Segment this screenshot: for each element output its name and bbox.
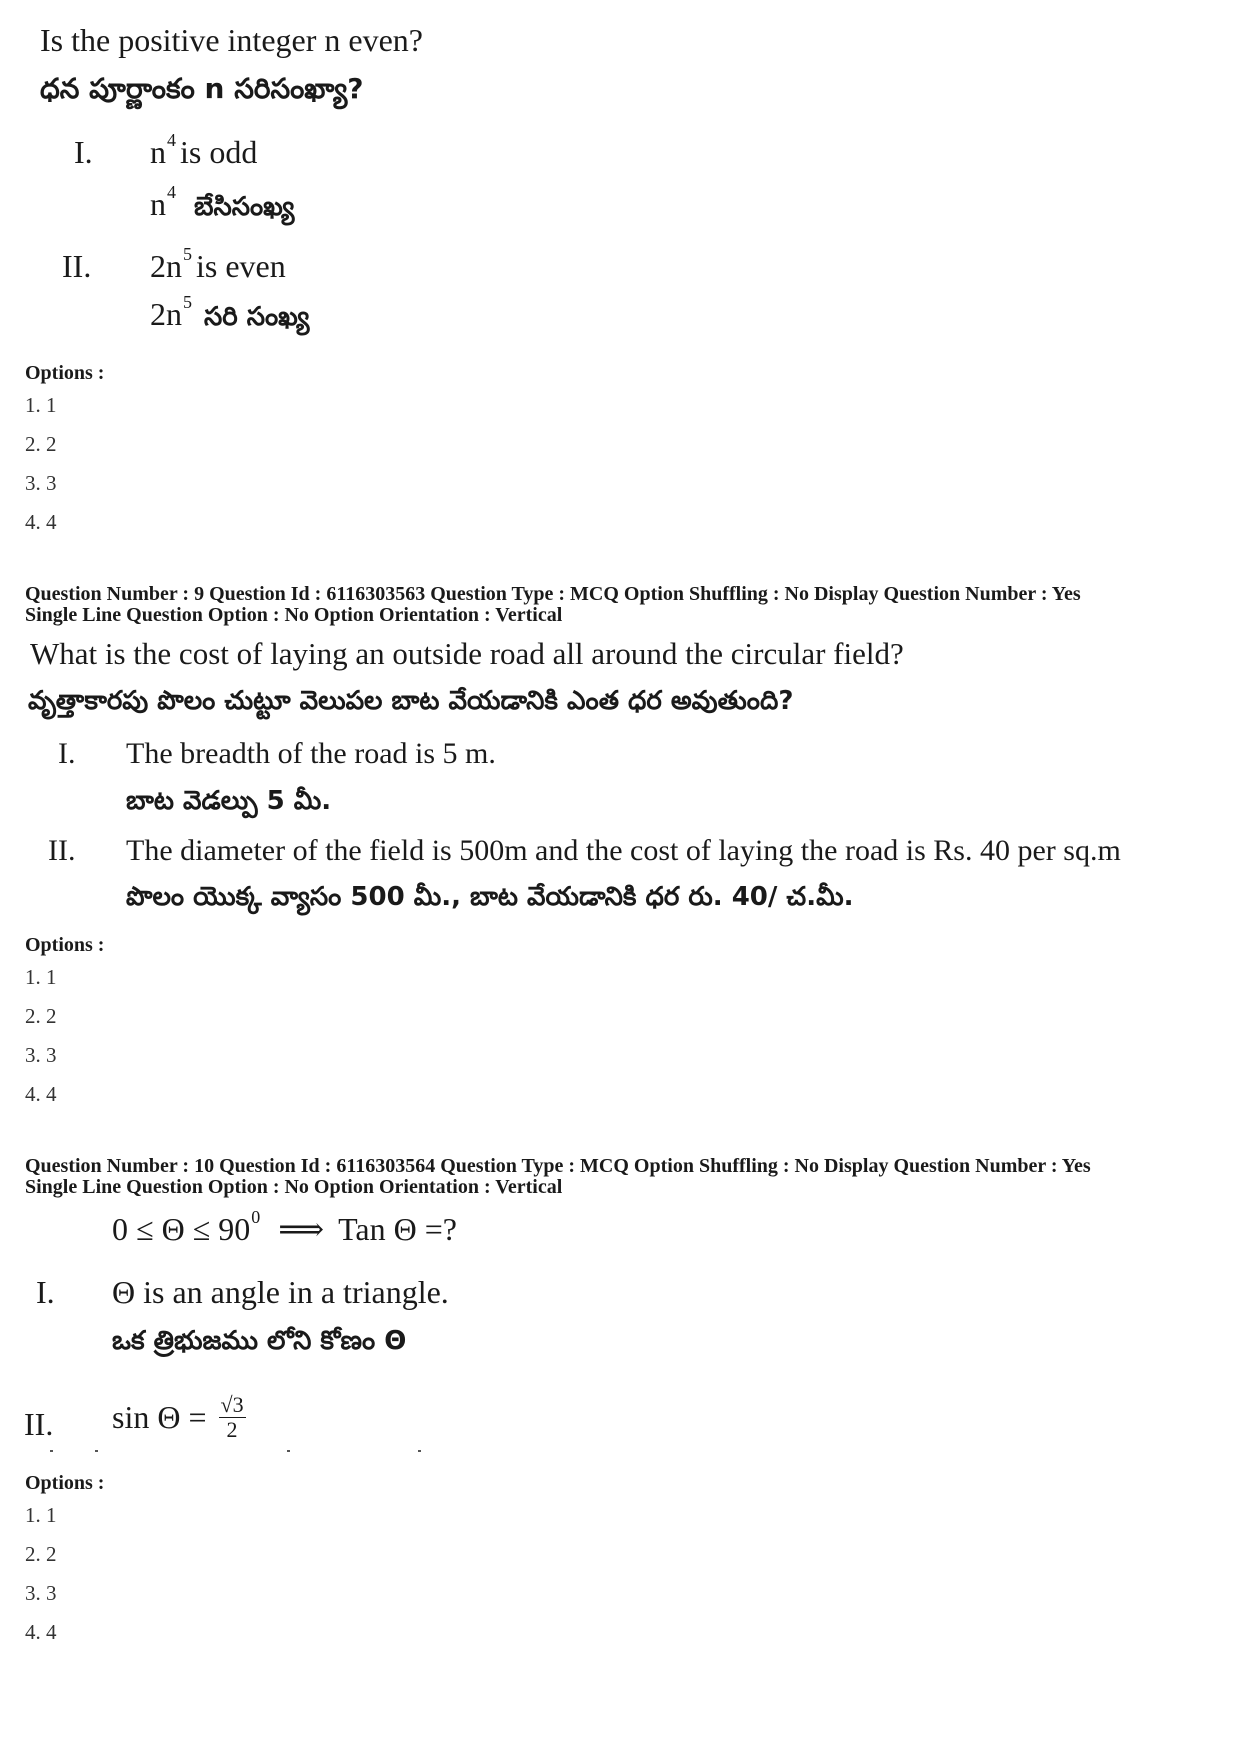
q8-stem-telugu: ధన పూర్ణాంకం n సరిసంఖ్యా? bbox=[40, 72, 364, 105]
q9-stem-telugu: వృత్తాకారపు పొలం చుట్టూ వెలుపల బాట వేయడానికి ఎంత ధర అవుతుంది? bbox=[28, 686, 794, 716]
q9-option-2[interactable]: 2. 2 bbox=[25, 1004, 57, 1028]
q9-statement-2-telugu: పొలం యొక్క వ్యాసం 500 మీ., బాట వేయడానికి ధర రు. 40/ చ.మీ. bbox=[126, 882, 854, 912]
q10-stem-equation: $0 \le \Theta \le 90^0$ ⟹ Tan Θ =? bbox=[112, 1207, 457, 1247]
q8-statement-2-telugu: $2n^5$ సరి సంఖ్య bbox=[150, 292, 310, 332]
q9-option-1[interactable]: 1. 1 bbox=[25, 965, 57, 989]
q8-option-1[interactable]: 1. 1 bbox=[25, 393, 57, 417]
q8-statement-1-english: $n^4$ is odd bbox=[150, 130, 258, 170]
q10-statement-1-english: Θ is an angle in a triangle. bbox=[112, 1274, 449, 1310]
q8-options-label: Options : bbox=[25, 362, 105, 384]
q9-meta-line-2: Single Line Question Option : No Option Orientation : Vertical bbox=[25, 604, 563, 626]
q9-statement-1-roman: I. bbox=[58, 737, 76, 770]
q9-option-3[interactable]: 3. 3 bbox=[25, 1043, 57, 1067]
q9-options-label: Options : bbox=[25, 934, 105, 956]
q9-stem-english: What is the cost of laying an outside road all around the circular field? bbox=[30, 636, 904, 671]
q10-statement-2-equation: sin Θ = $\frac{√3}{2}$ bbox=[112, 1392, 244, 1442]
q9-statement-2-roman: II. bbox=[48, 834, 76, 867]
q9-statement-1-telugu: బాట వెడల్పు 5 మీ. bbox=[126, 786, 332, 816]
q10-statement-1-roman: I. bbox=[36, 1274, 55, 1310]
q9-statement-2-english: The diameter of the field is 500m and the cost of laying the road is Rs. 40 per sq.m bbox=[126, 834, 1121, 867]
q8-statement-1-roman: I. bbox=[74, 134, 93, 170]
q10-meta-line-1: Question Number : 10 Question Id : 6116303564 Question Type : MCQ Option Shuffling : No Display Question Number : Yes bbox=[25, 1155, 1091, 1177]
q10-option-1[interactable]: 1. 1 bbox=[25, 1503, 57, 1527]
q10-statement-2-roman: II. bbox=[24, 1406, 54, 1442]
q10-options-label: Options : bbox=[25, 1472, 105, 1494]
q10-statement-1-telugu: ఒక త్రిభుజము లోని కోణం Θ bbox=[112, 1326, 407, 1356]
q10-option-3[interactable]: 3. 3 bbox=[25, 1581, 57, 1605]
q9-option-4[interactable]: 4. 4 bbox=[25, 1082, 57, 1106]
q8-option-4[interactable]: 4. 4 bbox=[25, 510, 57, 534]
q8-statement-2-english: $2n^5$ is even bbox=[150, 244, 286, 284]
q9-statement-1-english: The breadth of the road is 5 m. bbox=[126, 737, 496, 770]
q10-option-2[interactable]: 2. 2 bbox=[25, 1542, 57, 1566]
q9-meta-line-1: Question Number : 9 Question Id : 6116303563 Question Type : MCQ Option Shuffling : No Display Question Number : Yes bbox=[25, 583, 1081, 605]
q10-option-4[interactable]: 4. 4 bbox=[25, 1620, 57, 1644]
q8-stem-english: Is the positive integer n even? bbox=[40, 22, 423, 58]
q8-statement-2-roman: II. bbox=[62, 248, 92, 284]
implies-arrow-icon: ⟹ bbox=[278, 1211, 325, 1247]
fraction: $\frac{√3}{2}$ bbox=[220, 1392, 244, 1442]
q8-option-2[interactable]: 2. 2 bbox=[25, 432, 57, 456]
q8-option-3[interactable]: 3. 3 bbox=[25, 471, 57, 495]
q10-meta-line-2: Single Line Question Option : No Option Orientation : Vertical bbox=[25, 1176, 563, 1198]
q8-statement-1-telugu: $n^4$ బేసిసంఖ్య bbox=[150, 182, 295, 222]
